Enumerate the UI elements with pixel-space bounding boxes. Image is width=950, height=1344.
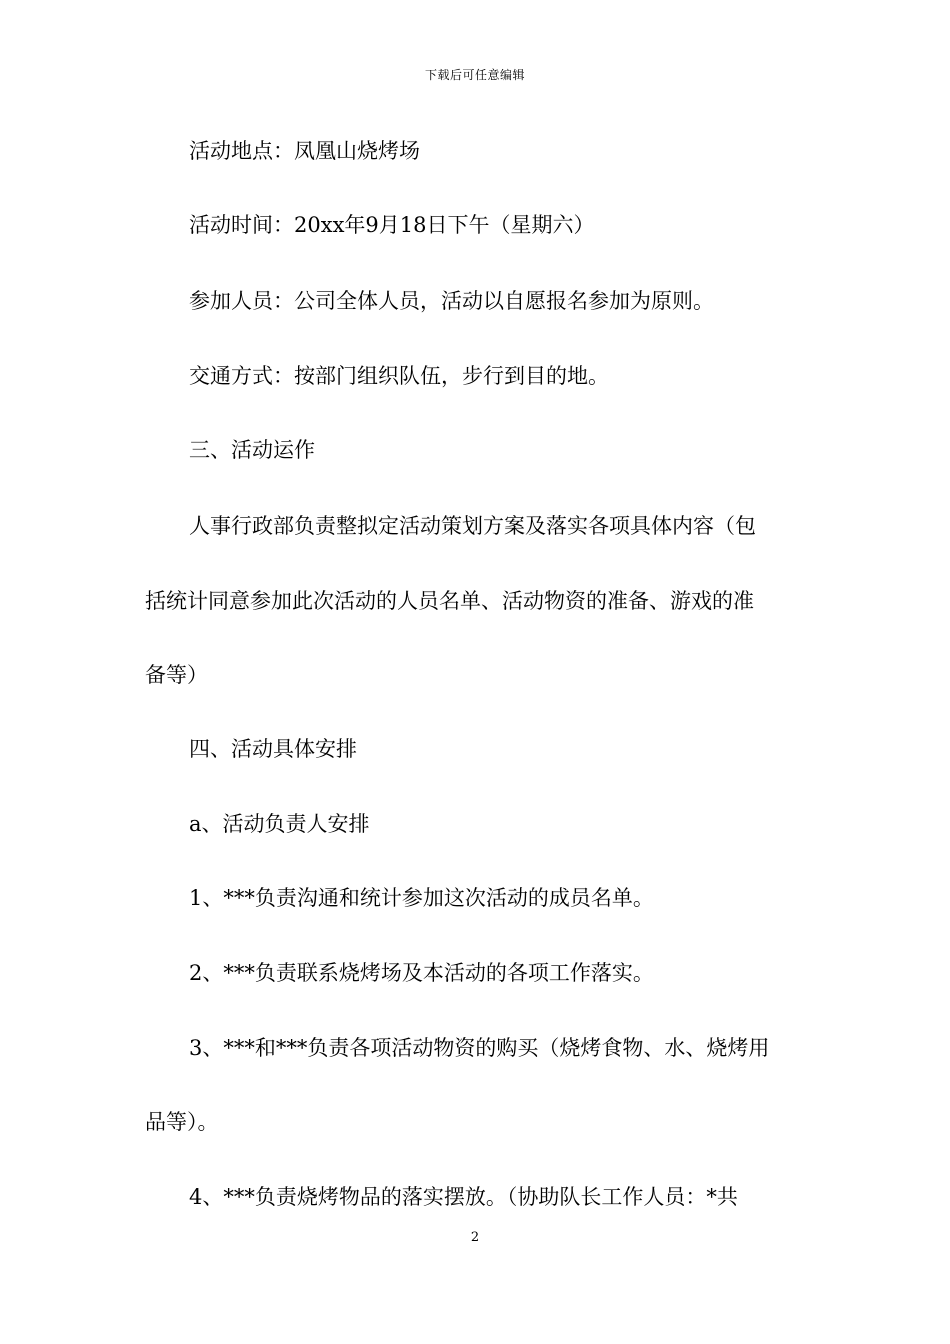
page-header: 下载后可任意编辑 <box>424 68 525 82</box>
list-item-continuation: 品等）。 <box>145 1110 219 1134</box>
list-item: 4、***负责烧烤物品的落实摆放。（协助队长工作人员：*共 <box>189 1185 738 1209</box>
activity-location: 活动地点：凤凰山烧烤场 <box>189 139 420 163</box>
participants: 参加人员：公司全体人员，活动以自愿报名参加为原则。 <box>189 289 714 313</box>
subsection-heading-a: a、活动负责人安排 <box>189 812 370 836</box>
paragraph-line: 备等） <box>145 663 208 687</box>
paragraph-line: 人事行政部负责整拟定活动策划方案及落实各项具体内容（包 <box>189 514 756 538</box>
list-item: 2、***负责联系烧烤场及本活动的各项工作落实。 <box>189 961 654 985</box>
activity-time: 活动时间：20xx年9月18日下午（星期六） <box>189 213 595 237</box>
page-number: 2 <box>470 1230 480 1245</box>
list-item: 3、***和***负责各项活动物资的购买（烧烤食物、水、烧烤用 <box>189 1036 770 1060</box>
section-heading-3: 三、活动运作 <box>189 438 315 462</box>
list-item: 1、***负责沟通和统计参加这次活动的成员名单。 <box>189 886 654 910</box>
paragraph-line: 括统计同意参加此次活动的人员名单、活动物资的准备、游戏的准 <box>145 589 754 613</box>
transportation: 交通方式：按部门组织队伍，步行到目的地。 <box>189 364 609 388</box>
section-heading-4: 四、活动具体安排 <box>189 737 357 761</box>
